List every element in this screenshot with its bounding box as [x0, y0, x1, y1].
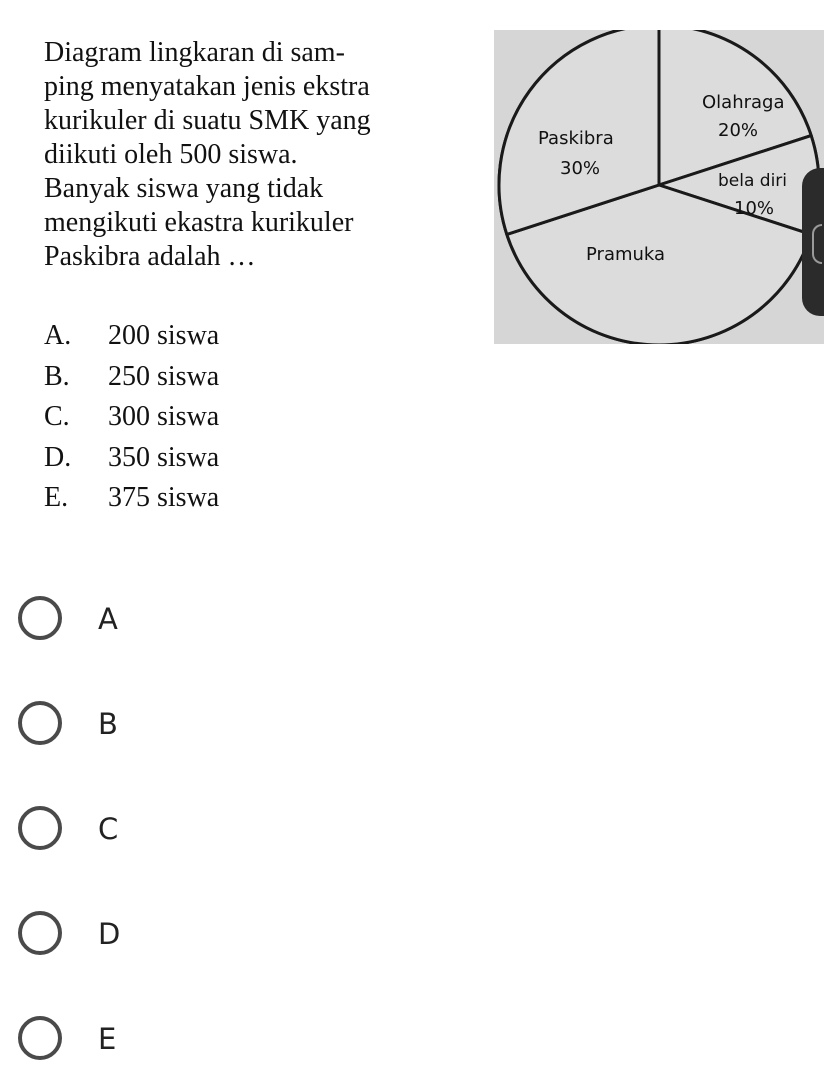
slice-value-bela-diri: 10% — [734, 198, 775, 219]
choice-line — [44, 438, 219, 479]
question-text — [44, 36, 484, 274]
slice-label-olahraga: Olahraga — [702, 92, 785, 113]
radio-button-icon[interactable] — [18, 596, 62, 640]
slice-label-pramuka: Pramuka — [586, 244, 666, 265]
choice-text: 200 siswa — [108, 320, 220, 351]
option-label: C — [98, 811, 119, 846]
option-d[interactable] — [18, 881, 120, 986]
choice-line — [44, 357, 219, 398]
slice-value-olahraga: 20% — [718, 120, 759, 141]
option-c[interactable] — [18, 776, 120, 881]
side-scroll-handle[interactable] — [802, 168, 824, 316]
option-b[interactable] — [18, 671, 120, 776]
choice-letter: E. — [44, 482, 69, 513]
option-a[interactable] — [18, 566, 120, 671]
option-label: A — [98, 601, 118, 636]
chevron-left-icon — [812, 224, 822, 264]
pie-chart — [494, 30, 824, 344]
choice-text: 250 siswa — [108, 360, 220, 392]
choice-letter: A. — [44, 320, 72, 351]
pie-chart-image — [494, 30, 824, 344]
question-line: kurikuler di suatu SMK yang — [44, 105, 371, 136]
slice-value-paskibra: 30% — [560, 158, 601, 179]
question-line: Paskibra adalah … — [44, 241, 256, 272]
radio-button-icon[interactable] — [18, 911, 62, 955]
radio-button-icon[interactable] — [18, 1016, 62, 1060]
choice-line — [44, 397, 219, 438]
question-line: Diagram lingkaran di sam- — [44, 37, 345, 68]
choice-letter: C. — [44, 401, 70, 432]
slice-label-bela-diri: bela diri — [718, 171, 788, 191]
option-label: D — [98, 916, 121, 951]
radio-button-icon[interactable] — [18, 806, 62, 850]
question-line: diikuti oleh 500 siswa. — [44, 139, 298, 170]
choice-line — [44, 316, 219, 357]
question-line: Banyak siswa yang tidak — [44, 173, 324, 204]
choice-letter: D. — [44, 441, 72, 473]
option-label: E — [98, 1021, 117, 1056]
choice-text: 350 siswa — [108, 441, 220, 473]
question-line: ping menyatakan jenis ekstra — [44, 71, 370, 102]
choice-text: 375 siswa — [108, 482, 220, 513]
choice-letter: B. — [44, 360, 70, 392]
option-label: B — [98, 706, 118, 741]
option-e[interactable] — [18, 986, 120, 1091]
choice-line — [44, 478, 219, 519]
choice-text: 300 siswa — [108, 401, 220, 432]
radio-button-icon[interactable] — [18, 701, 62, 745]
answer-options — [18, 566, 120, 1091]
answer-choices-list — [44, 316, 219, 519]
question-line: mengikuti ekastra kurikuler — [44, 207, 354, 238]
slice-label-paskibra: Paskibra — [538, 128, 614, 149]
